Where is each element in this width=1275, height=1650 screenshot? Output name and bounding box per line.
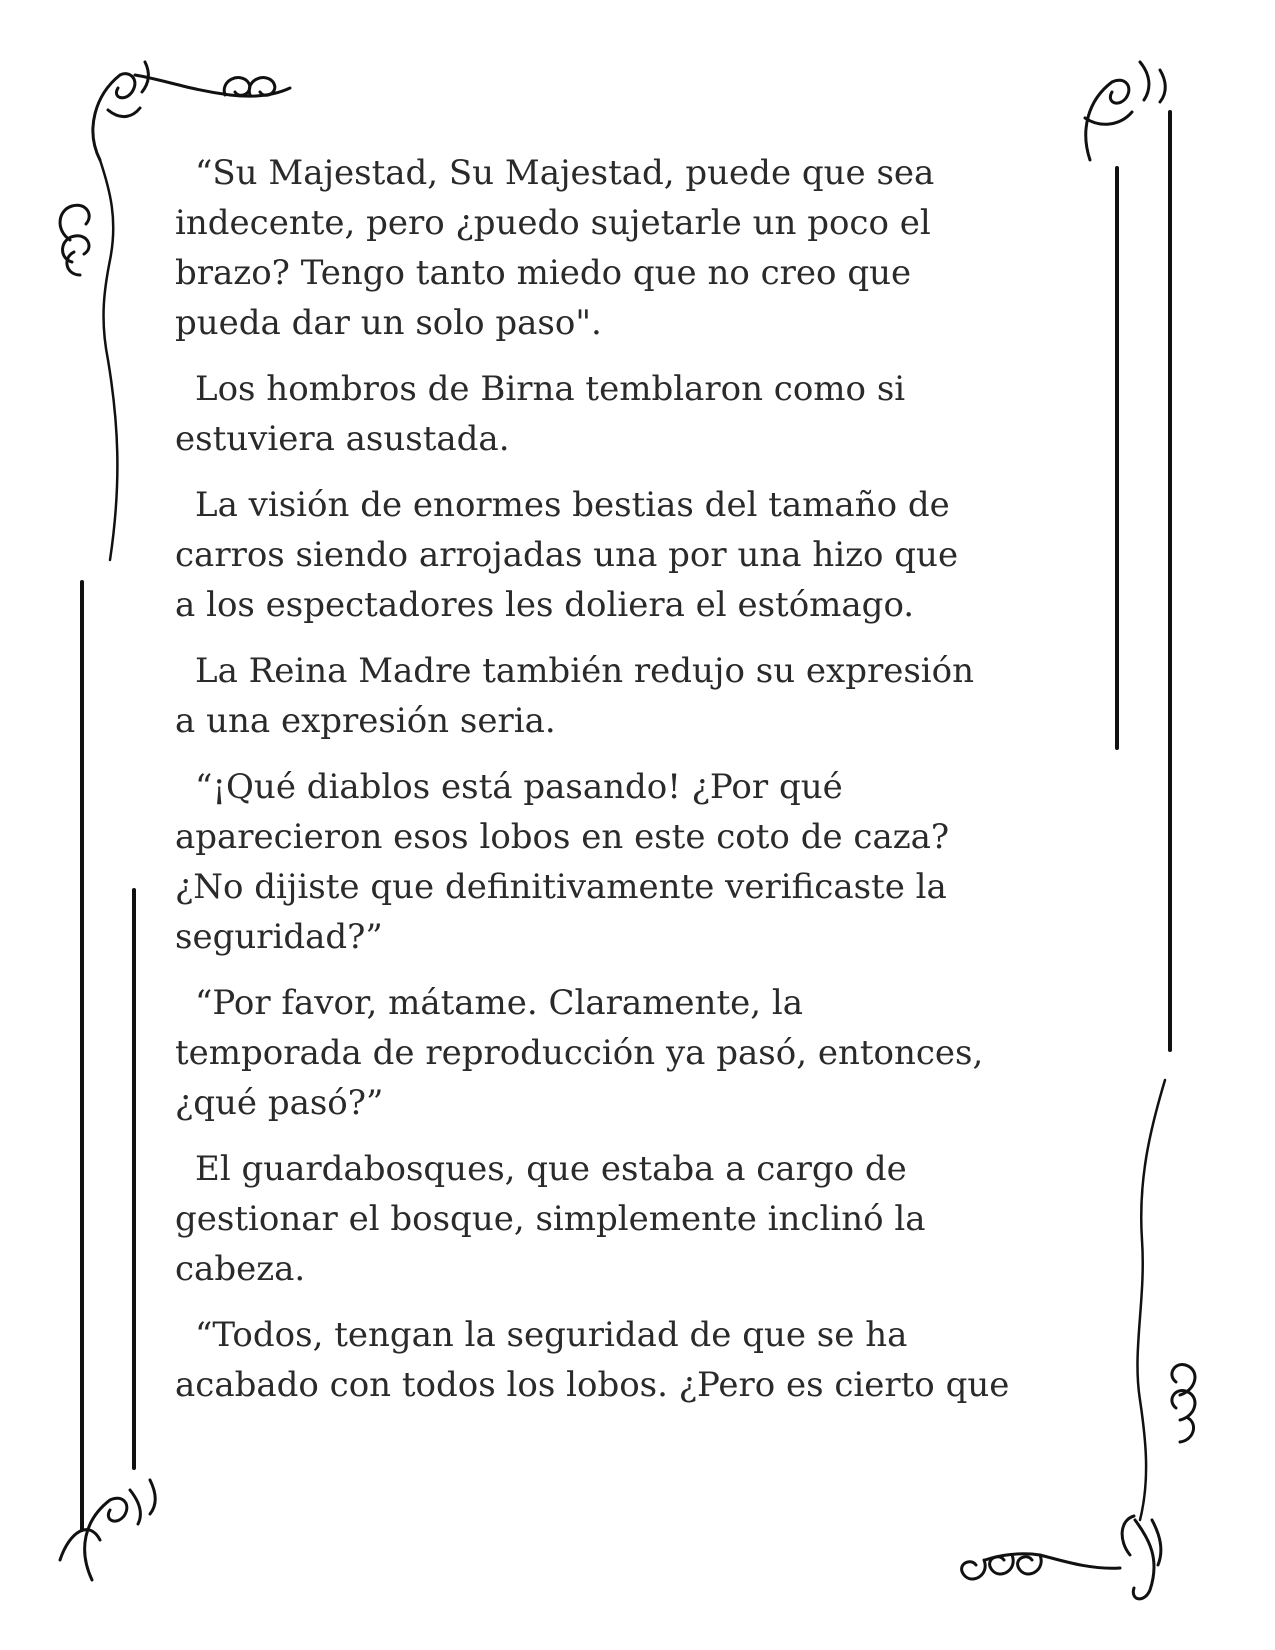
paragraph-7: El guardabosques, que estaba a cargo de gestionar el bosque, simplemente inclinó la cabeza. <box>175 1149 926 1289</box>
paragraph-6: “Por favor, mátame. Claramente, la temporada de reproducción ya pasó, entonces, ¿qué pasó?” <box>175 983 984 1123</box>
paragraph-5: “¡Qué diablos está pasando! ¿Por qué aparecieron esos lobos en este coto de caza? ¿No dijiste que definitivamente verificaste la seguridad?” <box>175 767 950 957</box>
paragraph-4: La Reina Madre también redujo su expresión a una expresión seria. <box>175 651 975 741</box>
paragraph-1: “Su Majestad, Su Majestad, puede que sea indecente, pero ¿puedo sujetarle un poco el brazo? Tengo tanto miedo que no creo que pueda dar un solo paso". <box>175 153 935 343</box>
page-text <box>175 148 1075 1426</box>
paragraph-2: Los hombros de Birna temblaron como si estuviera asustada. <box>175 369 906 459</box>
bottom-left-flourish <box>60 1480 155 1580</box>
top-right-flourish <box>1085 62 1165 160</box>
paragraph-3: La visión de enormes bestias del tamaño de carros siendo arrojadas una por una hizo que a los espectadores les doliera el estómago. <box>175 485 959 625</box>
paragraph-8: “Todos, tengan la seguridad de que se ha acabado con todos los lobos. ¿Pero es cierto que <box>175 1315 1010 1405</box>
